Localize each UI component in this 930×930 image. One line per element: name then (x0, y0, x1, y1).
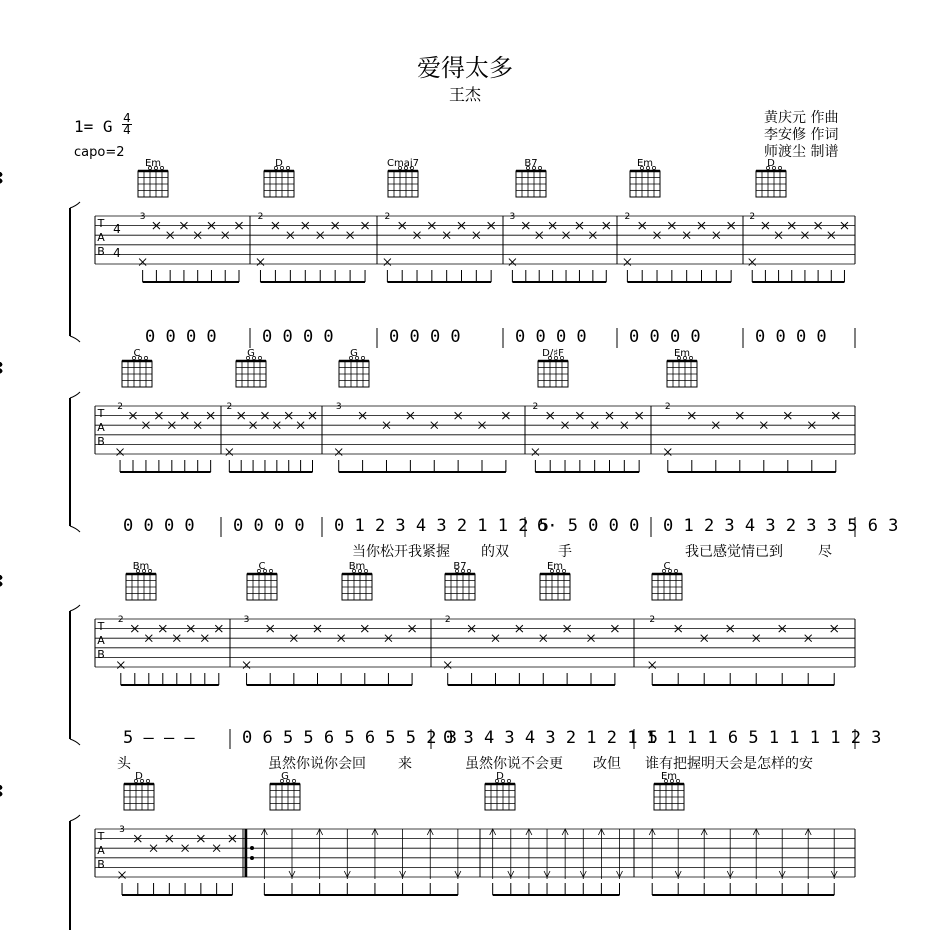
chord-name-2-2: Bm (348, 561, 366, 572)
chord-open-string (538, 166, 541, 169)
tab-clef-b: B (97, 435, 105, 448)
jianpu-measure: 6· 5 0 0 0 (537, 516, 640, 536)
jianpu-measure: 0 3 4 3 4 3 2 1 2 1 5 (443, 728, 658, 748)
chord-finger-dot (0, 369, 2, 373)
lyric-syllables: 头 (117, 756, 131, 772)
bracket-hook (70, 392, 80, 398)
lyric-syllables: 谁有把握明天会是怎样的安 (645, 756, 813, 772)
credit-composer: 黄庆元 作曲 (764, 110, 839, 126)
lyric-syllables: 虽然你说你会回 (268, 756, 366, 772)
lyric-syllables: 来 (398, 756, 412, 772)
time-signature-bottom: 4 (123, 123, 131, 137)
fret-number: 2 (444, 615, 451, 625)
credit-transcriber: 师渡尘 制谱 (764, 144, 839, 160)
fret-number: 3 (509, 212, 516, 222)
chord-name-0-0: Em (144, 158, 162, 169)
capo-marking: capo=2 (74, 145, 125, 160)
jianpu-measure: 0 0 0 0 (389, 327, 461, 347)
chord-finger-dot (0, 785, 2, 789)
lyric-syllables: 尽 (818, 544, 832, 560)
chord-name-0-4: Em (636, 158, 654, 169)
fret-number: 3 (119, 825, 125, 835)
bracket-hook (70, 815, 80, 821)
fret-number: 2 (532, 402, 539, 412)
jianpu-measure: 0 6 5 5 6 5 6 5 5 2 3 (242, 728, 457, 748)
bracket-hook (70, 336, 80, 342)
tab-clef-a: A (97, 634, 105, 647)
tab-clef-t: T (97, 830, 105, 843)
chord-finger-dot (0, 179, 2, 183)
chord-name-3-3: Em (660, 771, 678, 782)
jianpu-measure: 0 0 0 0 (262, 327, 334, 347)
jianpu-measure: 0 0 0 0 (233, 516, 305, 536)
chord-open-string (778, 166, 781, 169)
lyric-syllables: 手 (558, 544, 572, 560)
jianpu-measure: 0 0 0 0 (755, 327, 827, 347)
tab-clef-a: A (97, 421, 105, 434)
chord-open-string (292, 779, 295, 782)
chord-finger-dot (0, 792, 2, 796)
chord-name-2-0: Bm (132, 561, 150, 572)
jianpu-measure: 0 1 2 3 4 3 2 3 3 5 6 3 (663, 516, 899, 536)
chord-name-2-1: C (258, 561, 266, 572)
chord-finger-dot (0, 575, 2, 579)
chord-name-0-5: D (767, 158, 775, 169)
chord-name-1-0: C (133, 348, 141, 359)
chord-name-2-3: B7 (453, 561, 467, 572)
fret-number: 2 (749, 212, 756, 222)
tab-clef-b: B (97, 648, 105, 661)
jianpu-measure: 1 1 1 1 6 5 1 1 1 1 2 3 (646, 728, 882, 748)
chord-open-string (507, 779, 510, 782)
fret-number: 2 (649, 615, 656, 625)
jianpu-measure: 0 0 0 0 (145, 327, 217, 347)
tab-time-top: 4 (113, 222, 121, 236)
jianpu-measure: 0 0 0 0 (515, 327, 587, 347)
lyric-syllables: 虽然你说不会更 (465, 756, 563, 772)
fret-number: 2 (384, 212, 391, 222)
chord-name-0-2: Cmaj7 (387, 158, 419, 169)
chord-finger-dot (0, 172, 2, 176)
repeat-dot (250, 856, 254, 860)
jianpu-measure: 0 0 0 0 (629, 327, 701, 347)
key-signature: 1= G (74, 117, 113, 136)
bracket-hook (70, 202, 80, 208)
fret-number: 2 (664, 402, 671, 412)
fret-number: 2 (226, 402, 233, 412)
time-signature-top: 4 (123, 111, 131, 125)
fret-number: 3 (335, 402, 342, 412)
chord-name-0-3: B7 (524, 158, 538, 169)
lyric-syllables: 改但 (593, 756, 621, 772)
tab-clef-t: T (97, 407, 105, 420)
chord-open-string (674, 569, 677, 572)
credit-lyricist: 李安修 作词 (764, 127, 839, 143)
bracket-hook (70, 526, 80, 532)
fret-number: 3 (243, 615, 250, 625)
fret-number: 2 (257, 212, 264, 222)
song-artist: 王杰 (448, 85, 481, 104)
song-title: 爱得太多 (417, 54, 513, 82)
lyric-syllables: 当你松开我紧握 (352, 544, 450, 560)
chord-name-2-4: Em (546, 561, 564, 572)
chord-name-2-5: C (663, 561, 671, 572)
tab-clef-a: A (97, 844, 105, 857)
jianpu-measure: 5 – – – (123, 728, 195, 748)
tab-time-bottom: 4 (113, 246, 121, 260)
chord-name-3-0: D (135, 771, 143, 782)
repeat-dot (250, 846, 254, 850)
chord-open-string (269, 569, 272, 572)
chord-open-string (286, 166, 289, 169)
chord-name-1-1: G (247, 348, 255, 359)
fret-number: 2 (117, 615, 124, 625)
chord-name-1-4: Em (673, 348, 691, 359)
lyric-syllables: 的双 (481, 544, 509, 560)
tab-clef-b: B (97, 245, 105, 258)
chord-open-string (361, 356, 364, 359)
jianpu-measure: 0 0 0 0 (123, 516, 195, 536)
tab-clef-b: B (97, 858, 105, 871)
bracket-hook (70, 739, 80, 745)
chord-name-1-2: G (350, 348, 358, 359)
chord-name-3-1: G (281, 771, 289, 782)
fret-number: 2 (624, 212, 631, 222)
chord-open-string (146, 779, 149, 782)
chord-finger-dot (0, 582, 2, 586)
chord-name-0-1: D (275, 158, 283, 169)
bracket-hook (70, 605, 80, 611)
chord-name-1-3: D/♯F (542, 348, 564, 359)
chord-name-3-2: D (496, 771, 504, 782)
fret-number: 3 (139, 212, 146, 222)
fret-number: 2 (117, 402, 123, 412)
chord-open-string (467, 569, 470, 572)
jianpu-measure: 0 1 2 3 4 3 2 1 1 2 5 (334, 516, 549, 536)
chord-finger-dot (0, 362, 2, 366)
chord-open-string (144, 356, 147, 359)
tab-clef-t: T (97, 217, 105, 230)
chord-open-string (258, 356, 261, 359)
tab-clef-a: A (97, 231, 105, 244)
lyric-syllables: 我已感觉情已到 (685, 544, 783, 560)
tab-clef-t: T (97, 620, 105, 633)
